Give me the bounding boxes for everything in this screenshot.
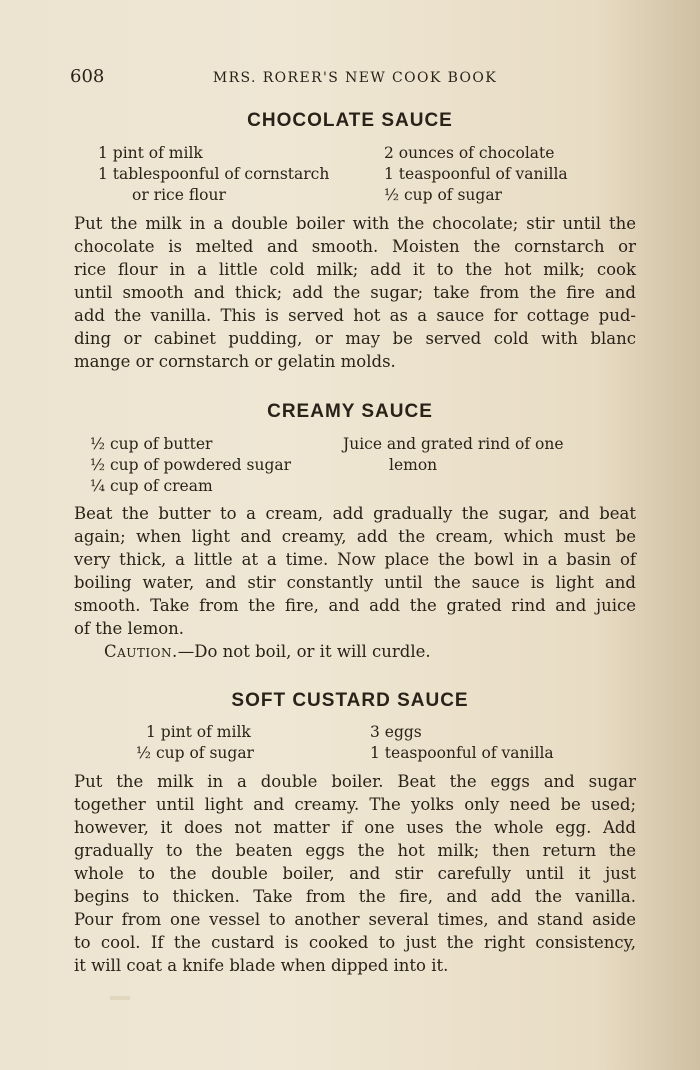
text-line: Pour from one vessel to another several times, and stand aside bbox=[74, 910, 636, 929]
text-line: Put the milk in a double boiler with the chocolate; stir until the bbox=[74, 214, 636, 233]
text-line: chocolate is melted and smooth. Moisten the cornstarch or bbox=[74, 237, 636, 256]
ingredient: 1 tablespoonful of cornstarch bbox=[98, 165, 330, 183]
ingredient: lemon bbox=[389, 456, 438, 474]
text-line: mange or cornstarch or gelatin molds. bbox=[74, 352, 396, 371]
text-line: Beat the butter to a cream, add gradually the sugar, and beat bbox=[74, 504, 636, 523]
paper-smudge bbox=[110, 996, 130, 1000]
ingredient: 1 pint of milk bbox=[146, 723, 251, 741]
page-number: 608 bbox=[70, 66, 105, 87]
recipe-title-soft-custard-sauce: SOFT CUSTARD SAUCE bbox=[231, 690, 469, 711]
instructions-chocolate-sauce bbox=[74, 212, 636, 373]
text-line: ding or cabinet pudding, or may be served cold with blanc bbox=[74, 329, 636, 348]
text-line: boiling water, and stir constantly until the sauce is light and bbox=[74, 573, 636, 592]
ingredient: 2 ounces of chocolate bbox=[384, 144, 555, 162]
ingredient: or rice flour bbox=[132, 186, 226, 204]
ingredients-left-custard bbox=[136, 722, 254, 764]
running-header bbox=[70, 66, 640, 90]
ingredient: ¼ cup of cream bbox=[90, 477, 213, 495]
ingredient: Juice and grated rind of one bbox=[343, 435, 564, 453]
ingredient: 1 teaspoonful of vanilla bbox=[370, 744, 554, 762]
ingredient: ½ cup of butter bbox=[90, 435, 213, 453]
text-line: add the vanilla. This is served hot as a sauce for cottage pud- bbox=[74, 306, 636, 325]
text-line: whole to the double boiler, and stir carefully until it just bbox=[74, 864, 636, 883]
text-line: again; when light and creamy, add the cream, which must be bbox=[74, 527, 636, 546]
text-line: smooth. Take from the fire, and add the grated rind and juice bbox=[74, 596, 636, 615]
caution-label: Caution. bbox=[104, 642, 178, 661]
ingredients-left-chocolate bbox=[98, 143, 373, 206]
text-line: together until light and creamy. The yolks only need be used; bbox=[74, 795, 636, 814]
text-line: begins to thicken. Take from the fire, and add the vanilla. bbox=[74, 887, 636, 906]
ingredients-right-chocolate bbox=[384, 143, 568, 206]
ingredients-right-custard bbox=[370, 722, 554, 764]
text-line: however, it does not matter if one uses the whole egg. Add bbox=[74, 818, 636, 837]
text-line: very thick, a little at a time. Now place the bowl in a basin of bbox=[74, 550, 636, 569]
book-title: MRS. RORER'S NEW COOK BOOK bbox=[212, 70, 498, 86]
ingredient: 1 pint of milk bbox=[98, 144, 203, 162]
ingredient: 3 eggs bbox=[370, 723, 422, 741]
recipe-title-creamy-sauce: CREAMY SAUCE bbox=[267, 401, 433, 422]
ingredient: 1 teaspoonful of vanilla bbox=[384, 165, 568, 183]
caution-note bbox=[104, 640, 644, 663]
ingredient: ½ cup of powdered sugar bbox=[90, 456, 292, 474]
instructions-soft-custard-sauce bbox=[74, 770, 636, 977]
text-line: it will coat a knife blade when dipped into it. bbox=[74, 956, 449, 975]
ingredient: ½ cup of sugar bbox=[384, 186, 502, 204]
caution-text: —Do not boil, or it will curdle. bbox=[177, 642, 431, 661]
text-line: rice flour in a little cold milk; add it to the hot milk; cook bbox=[74, 260, 636, 279]
ingredient: ½ cup of sugar bbox=[136, 744, 254, 762]
text-line: to cool. If the custard is cooked to just the right consistency, bbox=[74, 933, 636, 952]
text-line: of the lemon. bbox=[74, 619, 185, 638]
recipe-title-chocolate-sauce: CHOCOLATE SAUCE bbox=[247, 110, 453, 131]
text-line: Put the milk in a double boiler. Beat the eggs and sugar bbox=[74, 772, 636, 791]
ingredients-left-creamy bbox=[90, 434, 291, 497]
text-line: until smooth and thick; add the sugar; take from the fire and bbox=[74, 283, 636, 302]
instructions-creamy-sauce bbox=[74, 502, 636, 640]
text-line: gradually to the beaten eggs the hot milk; then return the bbox=[74, 841, 636, 860]
ingredients-right-creamy bbox=[343, 434, 564, 476]
